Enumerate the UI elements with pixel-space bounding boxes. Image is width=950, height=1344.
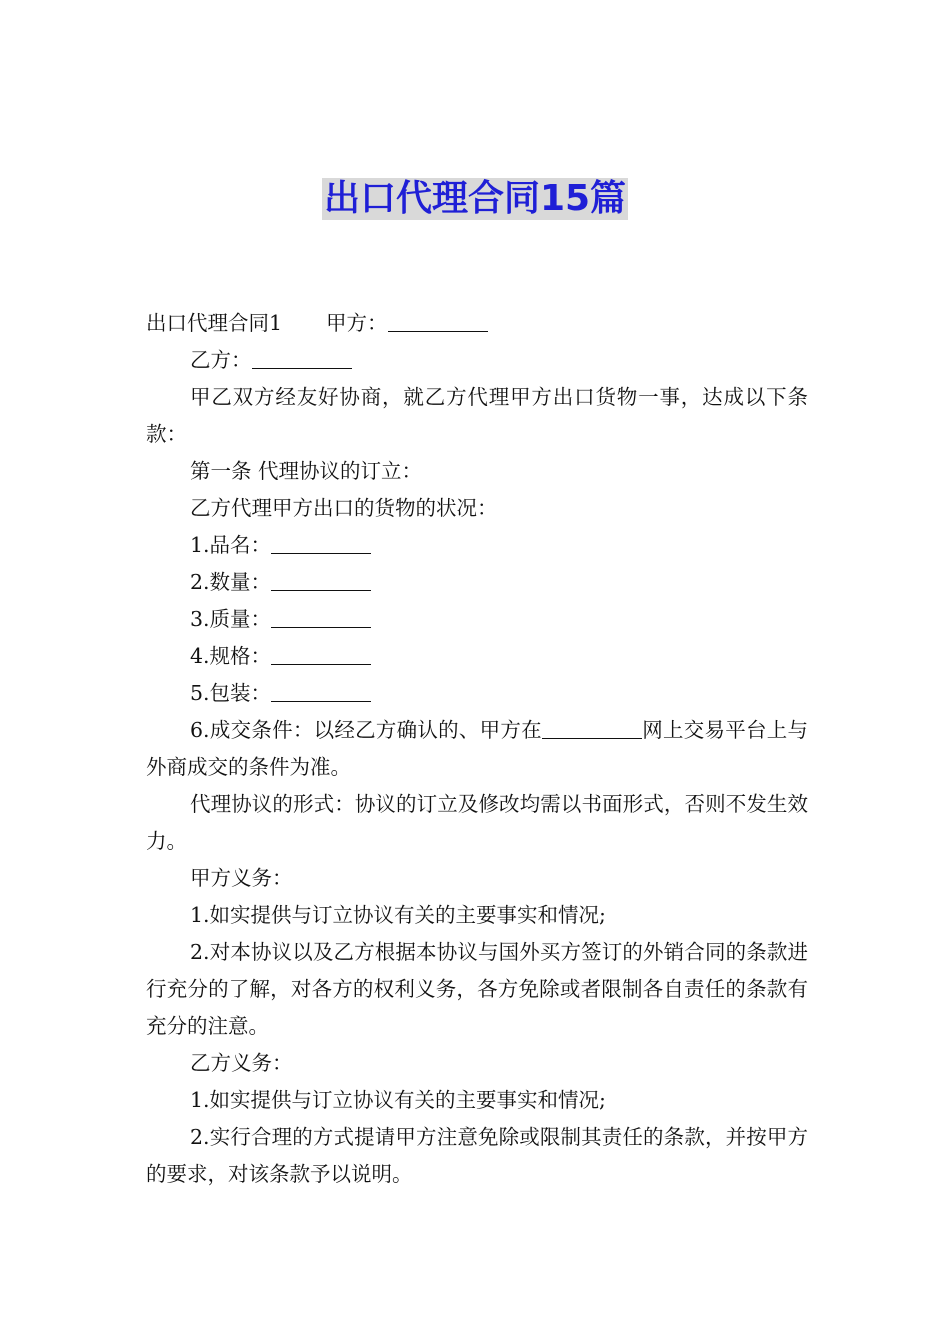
party-b-blank (252, 346, 352, 369)
title-container (0, 178, 950, 220)
item-name-blank (271, 531, 371, 554)
trade-terms-text-a: 6.成交条件：以经乙方确认的、甲方在 (190, 718, 542, 742)
paragraph-agreement-form: 代理协议的形式：协议的订立及修改均需以书面形式，否则不发生效力。 (146, 792, 808, 853)
paragraph-heading-party-a (146, 305, 808, 342)
party-b-label: 乙方： (190, 348, 252, 372)
paragraph-party-b-duties: 乙方义务： (190, 1051, 293, 1075)
paragraph-packaging (146, 675, 808, 712)
party-a-label: 甲方： (326, 311, 388, 335)
quantity-label: 2.数量： (190, 570, 272, 594)
specification-blank (271, 642, 371, 665)
paragraph-specification (146, 638, 808, 675)
document-title: 出口代理合同15篇 (323, 178, 627, 219)
paragraph-party-b-duty-1: 1.如实提供与订立协议有关的主要事实和情况; (190, 1088, 606, 1112)
paragraph-quantity (146, 564, 808, 601)
platform-blank (542, 716, 642, 739)
document-body (146, 305, 808, 1193)
trade-terms-text-b: 网上交易平台上与外商成交的条件为准。 (146, 718, 808, 779)
paragraph-party-a-duty-2: 2.对本协议以及乙方根据本协议与国外买方签订的外销合同的条款进行充分的了解，对各方的权利义务，各方免除或者限制各自责任的条款有充分的注意。 (146, 940, 808, 1038)
paragraph-party-b-duty-2: 2.实行合理的方式提请甲方注意免除或限制其责任的条款，并按甲方的要求，对该条款予以说明。 (146, 1125, 808, 1186)
paragraph-item-name (146, 527, 808, 564)
specification-label: 4.规格： (190, 644, 272, 668)
paragraph-party-a-duty-1: 1.如实提供与订立协议有关的主要事实和情况; (190, 903, 606, 927)
quality-blank (271, 605, 371, 628)
paragraph-goods-status: 乙方代理甲方出口的货物的状况： (190, 496, 498, 520)
packaging-blank (271, 679, 371, 702)
paragraph-trade-terms (146, 712, 808, 786)
paragraph-party-b (146, 342, 808, 379)
paragraph-article-one: 第一条 代理协议的订立： (190, 459, 423, 483)
paragraph-quality (146, 601, 808, 638)
quality-label: 3.质量： (190, 607, 272, 631)
item-name-label: 1.品名： (190, 533, 272, 557)
paragraph-party-a-duties: 甲方义务： (190, 866, 293, 890)
quantity-blank (271, 568, 371, 591)
contract-heading: 出口代理合同1 (146, 311, 283, 335)
party-a-blank (388, 309, 488, 332)
packaging-label: 5.包装： (190, 681, 272, 705)
paragraph-intro: 甲乙双方经友好协商，就乙方代理甲方出口货物一事，达成以下条款： (146, 385, 808, 446)
